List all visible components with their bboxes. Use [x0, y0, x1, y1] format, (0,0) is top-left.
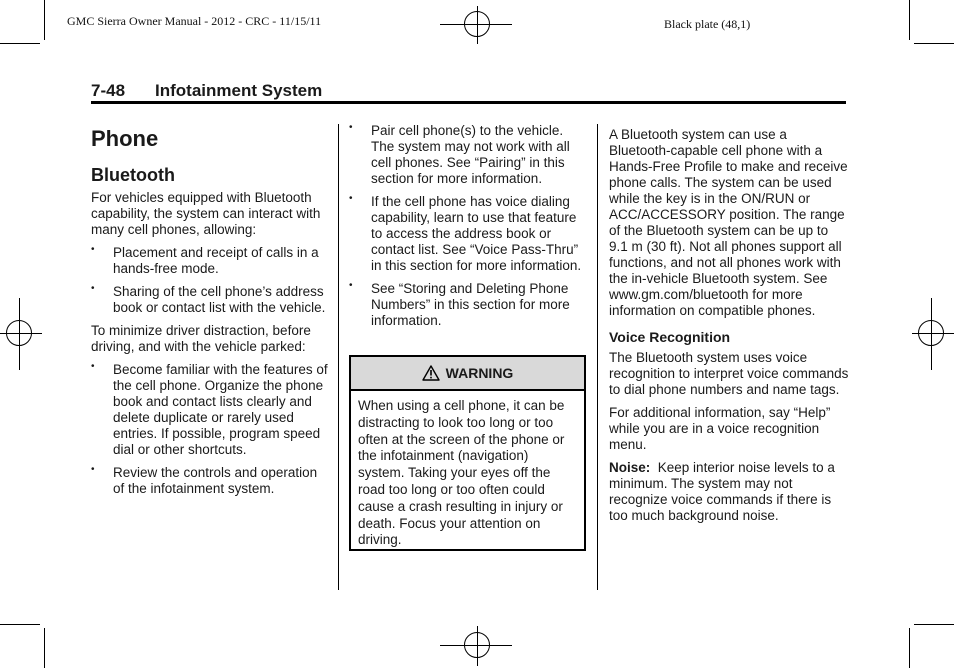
crop-mark: [914, 624, 954, 625]
paragraph: To minimize driver distraction, before driving, and with the vehicle parked:: [91, 323, 311, 354]
crop-mark: [44, 628, 45, 668]
bullet-icon: •: [91, 244, 95, 255]
list-item: • Become familiar with the features of the cell phone. Organize the phone book and contact lists clearly and delete duplicate or rarely used entries. If possible, program speed dial or other shortcuts.: [91, 361, 328, 457]
warning-box: [349, 355, 586, 551]
column-1: [91, 126, 329, 497]
section-title: Infotainment System: [155, 81, 323, 100]
header-rule: [91, 101, 846, 104]
bullet-icon: •: [349, 280, 353, 291]
noise-text: Keep interior noise levels to a minimum. The system may not recognize voice commands if there is too much background noise.: [609, 460, 835, 523]
print-meta-left: GMC Sierra Owner Manual - 2012 - CRC - 11/15/11: [67, 14, 322, 28]
column-divider: [338, 124, 339, 590]
page-header: [91, 81, 846, 101]
crop-mark: [0, 624, 40, 625]
paragraph: For additional information, say “Help” while you are in a voice recognition menu.: [609, 405, 831, 452]
page-title: Phone: [91, 126, 159, 151]
column-3: [609, 127, 849, 524]
list-item: • Pair cell phone(s) to the vehicle. The system may not work with all cell phones. See “Pairing” in this section for more information.: [349, 122, 570, 186]
list-item: • See “Storing and Deleting Phone Numbers” in this section for more information.: [349, 280, 570, 328]
subsection-heading: Voice Recognition: [609, 329, 731, 345]
noise-label: Noise:: [609, 460, 651, 475]
bullet-icon: •: [91, 464, 95, 475]
warning-title: WARNING: [445, 365, 514, 381]
list-item: • If the cell phone has voice dialing capability, learn to use that feature to access the address book or contact list. See “Voice Pass-Thru” in this section for more information.: [349, 193, 582, 273]
bullet-icon: •: [349, 193, 353, 204]
paragraph: The Bluetooth system uses voice recognition to interpret voice commands to dial phone numbers and name tags.: [609, 350, 849, 397]
crop-mark: [909, 628, 910, 668]
warning-text: When using a cell phone, it can be distracting to look too long or too often at the screen of the phone or the infotainment (navigation) system. Taking your eyes off the road too long or too often could cause a crash resulting in injury or death. Focus your attention on driving.: [358, 398, 565, 548]
noise-paragraph: [609, 460, 849, 524]
crop-mark: [44, 0, 45, 40]
bullet-icon: •: [349, 122, 353, 133]
list-item: • Review the controls and operation of the infotainment system.: [91, 464, 318, 496]
column-divider: [597, 124, 598, 590]
print-meta-right: Black plate (48,1): [664, 17, 751, 31]
intro-paragraph: For vehicles equipped with Bluetooth capability, the system can interact with many cell phones, allowing:: [91, 190, 321, 237]
list-item: • Sharing of the cell phone’s address book or contact list with the vehicle.: [91, 283, 326, 315]
page-number: 7-48: [91, 81, 126, 100]
column-2: [349, 123, 589, 329]
crop-mark: [914, 43, 954, 44]
paragraph: A Bluetooth system can use a Bluetooth-capable cell phone with a Hands-Free Profile to make and receive phone calls. The system can be used while the key is in the ON/RUN or ACC/ACCESSORY position. The range of the Bluetooth system can be up to 9.1 m (30 ft). Not all phones support all functions, and not all phones work with the in-vehicle Bluetooth system. See www.gm.com/bluetooth for more information on compatible phones.: [609, 127, 848, 318]
crop-mark: [0, 43, 40, 44]
bullet-icon: •: [91, 361, 95, 372]
list-item: • Placement and receipt of calls in a hands-free mode.: [91, 244, 319, 276]
crop-mark: [909, 0, 910, 40]
section-heading: Bluetooth: [91, 165, 175, 185]
bullet-icon: •: [91, 283, 95, 294]
warning-triangle-icon: [422, 365, 440, 381]
warning-header: [351, 357, 584, 391]
